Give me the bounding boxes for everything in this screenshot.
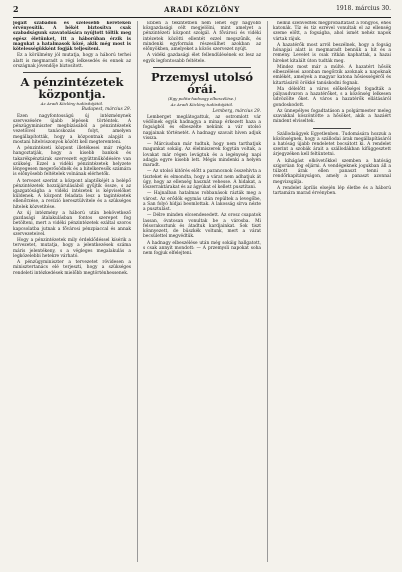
article-paragraph: A pénzintézeti központ illetékesei már régóta hangoztatják, hogy a kisebb bankok és takarékpénztárak szervezett együttműködésére van szükség. Ezzel a vidéki pénzintézetek helyzete lényegesen megerősödnék és a hitelkeresők számára is előnyösebb feltételek volnának elérhetők. xyxy=(13,146,131,178)
masthead xyxy=(13,4,391,16)
article-paragraph: Lemberget meglátogattuk, az ostromlott vár védőinek egyik hadnagya a minap érkezett haza a fogságból és elbeszélte nekünk a vár utolsó napjainak történetét. A hadnagy szavait híven adjuk vissza. xyxy=(143,114,261,141)
article-paragraph: A pénzügyminiszter a tervezetet rövidesen a minisztertanács elé terjeszti, hogy a szükséges rendeleti intézkedések mielőbb megtörténhessenek. xyxy=(13,260,131,276)
article-paragraph: A hadnagy elbeszélése után még sokáig hallgatott, s csak annyit mondott: — A przemysli napokat soha nem fogjuk elfelejteni. xyxy=(143,240,261,256)
article-paragraph: — Délre minden elcsendesedett. Az orosz csapatok lassan, óvatosan vonultak be a városba. Mi felsorakoztunk és átadtuk kardjainkat. Sok tiszt könnyezett, de büszkék voltunk, mert a várat becsülettel megvédtük. xyxy=(143,213,261,240)
article-paragraph: A rendelet április elsején lép életbe és a háború tartamára marad érvényben. xyxy=(273,186,391,197)
article-headline: Przemysl utolsó órái. xyxy=(150,69,254,96)
article-headline: A pénzintézetek központja. xyxy=(20,75,124,102)
article-paragraph: A hazatérők most arról beszélnek, hogy a fogság hónapjai alatt is megmaradt bennük a hit és a remény. Levelet is csak ritkán kaphattak, a hazai híreket kitalált úton tudták meg. xyxy=(273,43,391,64)
masthead-rule xyxy=(13,17,391,18)
article-paragraph: Ezen nagyfontosságú új intézménynek szervezésére újabb lépések történtek. A pénzügyminiszter megbízásából a pénzintézetek vezetőivel tanácskozás folyt, amelyen megállapították, hogy a központnak alapját a mostani hitelviszonyok között kell megteremteni. xyxy=(13,113,131,145)
column-1 xyxy=(13,21,131,562)
issue-date: 1918. március 30. xyxy=(336,5,391,12)
article-divider xyxy=(153,67,251,68)
article-paragraph: Az ünnepélyes fogadtatáson a polgármester meleg szavakkal köszöntötte a hősöket, akik a hazáért mindent elviseltek. xyxy=(273,109,391,125)
article-paragraph: — Hajnalban hatalmas robbanások rázták meg a várost. Az erődök egymás után repültek a levegőbe, a San folyó hídjai beomlottak. A lakosság sírva nézte a pusztulást. xyxy=(143,191,261,212)
article-paragraph: Az új intézmény a háború után bekövetkező gazdasági átalakulásban fontos szerepet fog betölteni, mert a vidéki pénzintézetek ezáltal szoros kapcsolatba jutnak a fővárosi pénzpiaccal és annak szervezeteivel. xyxy=(13,211,131,237)
article-paragraph: jogait szabadon és szélesebb kereteken érvényesítik. A békét biztosítva csak szabadságunk szavatolására nyújtott töltik meg egész életünket, itt a háborúban érzik is magukat a hatalmasok közé, akik még most is kötelességükként fogják teljesíteni. xyxy=(13,21,131,53)
article-subtitle: (Egy polita-hadnagy elbeszélése.) xyxy=(167,95,237,101)
paper-name: ARADI KÖZLÖNY xyxy=(164,5,240,14)
article-paragraph: — Az utolsó kitörés előtt a parancsnok összehívta a tiszteket és elmondta, hogy a várat nem adhatjuk át úgy, hogy az ellenség hasznát vehesse. A hidakat, a lőszerraktárakat és az ágyúkat el kellett pusztítani. xyxy=(143,169,261,190)
article-paragraph: Ma délelőtt a város előkelőségei fogadták a pályaudvaron a hazatérőket, s a közönség lelkesen üdvözölte őket. A város a hazatérők ellátásáról gondoskodott. xyxy=(273,87,391,108)
column-3 xyxy=(273,21,391,562)
article-dateline: Lemberg, március 29. xyxy=(212,108,261,114)
article-paragraph: nélkül szenvedtek megpróbáltatást a rongyos, éhes katonák. Tíz és tíz ezrével vonultak el az ellenség szeme előtt, a fogságba, ahol ismét nehéz napok vártak rájuk. xyxy=(273,21,391,42)
article-byline: Az Aradi Közlöny tudósítójától. xyxy=(40,101,104,107)
article-paragraph: Hogy a pénzintézetek mily érdeklődéssel kísérik a tervezetet, mutatja, hogy a jelentkezések száma máris jelentékeny, s a végleges megalakulás a legközelebbi hetekre várható. xyxy=(13,238,131,259)
article-paragraph: A kihágást elkövetőkkel szemben a hatóság szigorúan fog eljárni. A vendégeknek jogukban áll a túlzott árak ellen panaszt tenni a rendőrkapitányságon, amely a panaszt azonnal megvizsgálja. xyxy=(273,158,391,185)
article-paragraph: Ebben a tekintetben nem lehet egy nagyobb közgazdasági célt megjelölni, mint amelyet a pénzintézeti központ szolgál. A fővárosi és vidéki intézetek közötti ellentét ezzel megszűnik, és mindenki egyformán részesülhet azokban az előnyökben, amelyeket a közös szervezet nyújt. xyxy=(143,21,261,53)
article-byline: Az Aradi Közlöny tudósítójától. xyxy=(170,102,234,108)
article-paragraph: A vidéki gazdasági élet fellendülésének ez lesz az egyik legfontosabb feltétele. xyxy=(143,53,261,64)
article-divider xyxy=(23,72,121,73)
article-divider xyxy=(313,128,351,129)
column-divider xyxy=(137,21,138,562)
article-paragraph: A tervezet szerint a központ alaptőkéjét a belépő pénzintézetek hozzájárulásából gyűjtik össze, s az igazgatóságba a vidéki intézetek is képviselőket küldenek. A központ feladata lesz a tagintézetek ellenőrzése, a revízió keresztülvitele és a szükséges hitelek közvetítése. xyxy=(13,178,131,210)
article-paragraph: Szállodaügyek Egyetlenben. Tudomására hozzuk a közönségnek, hogy a szállodai árak megállapításáról a hatóság újabb rendeletet bocsátott ki. A rendelet szerint a szobák árait a szállodákban kifüggesztett árjegyzéken kell feltüntetni. xyxy=(273,131,391,158)
article-dateline: Budapest, március 29. xyxy=(81,107,131,113)
column-divider xyxy=(267,21,268,562)
column-2 xyxy=(143,21,261,562)
article-paragraph: Ez a körülmény jól mutatja, hogy a háború terhei alatt is megmaradt a régi lelkesedés és ennek az országnak jövendője biztosított. xyxy=(13,53,131,69)
article-paragraph: — Márciusban már tudtuk, hogy nem tarthatjuk magunkat sokáig. Az élelmiszerek fogytán voltak, a lovakat már régen levágtuk és a legénység napi adagja egyre kisebb lett. Mégis mindenki a helyén maradt. xyxy=(143,142,261,168)
article-paragraph: Mindez most már a múlté. A hazatért hősök elbeszélései azonban megőrzik azoknak a napoknak emlékét, amelyek a magyar katona hősiességéről és kitartásáról örökké tanúskodni fognak. xyxy=(273,65,391,86)
page-number: 2 xyxy=(13,4,19,14)
